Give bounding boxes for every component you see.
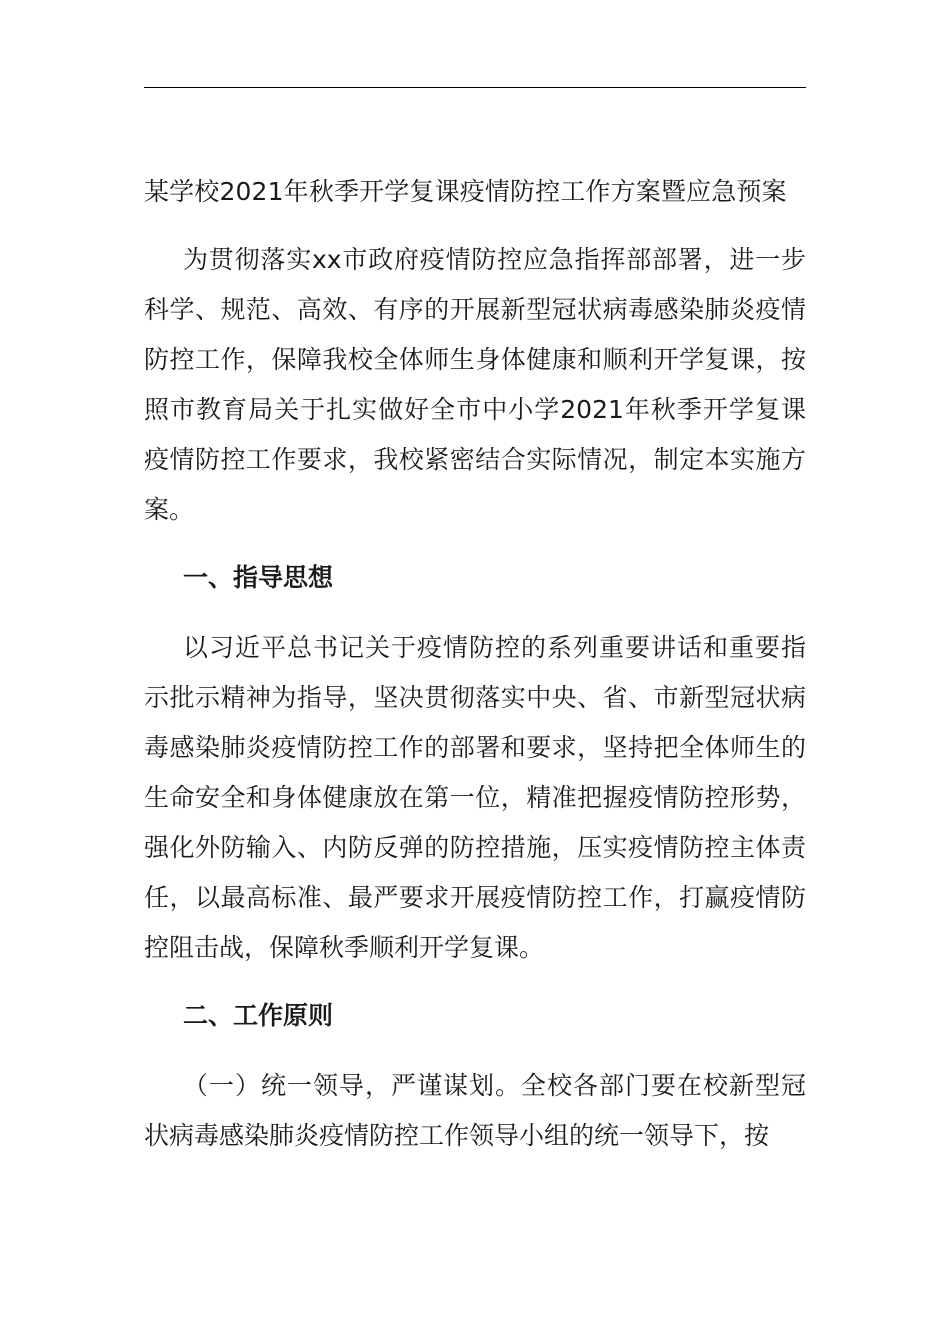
document-title: 某学校2021年秋季开学复课疫情防控工作方案暨应急预案 xyxy=(144,177,787,206)
intro-paragraph: 为贯彻落实xx市政府疫情防控应急指挥部部署，进一步科学、规范、高效、有序的开展新型冠状病毒感染肺炎疫情防控工作，保障我校全体师生身体健康和顺利开学复课，按照市教育局关于扎实做好全市中小学2021年秋季开学复课疫情防控工作要求，我校紧密结合实际情况，制定本实施方案。 xyxy=(144,245,806,524)
work-principles-paragraph: （一）统一领导，严谨谋划。全校各部门要在校新型冠状病毒感染肺炎疫情防控工作领导小组的统一领导下，按 xyxy=(144,1071,806,1150)
header-rule xyxy=(144,87,806,88)
section-heading-work-principles: 二、工作原则 xyxy=(183,1001,334,1030)
guiding-ideology-paragraph: 以习近平总书记关于疫情防控的系列重要讲话和重要指示批示精神为指导，坚决贯彻落实中央、省、市新型冠状病毒感染肺炎疫情防控工作的部署和要求，坚持把全体师生的生命安全和身体健康放在第一位，精准把握疫情防控形势，强化外防输入、内防反弹的防控措施，压实疫情防控主体责任，以最高标准、最严要求开展疫情防控工作，打赢疫情防控阻击战，保障秋季顺利开学复课。 xyxy=(144,633,806,962)
section-heading-guiding-ideology: 一、指导思想 xyxy=(183,563,334,592)
